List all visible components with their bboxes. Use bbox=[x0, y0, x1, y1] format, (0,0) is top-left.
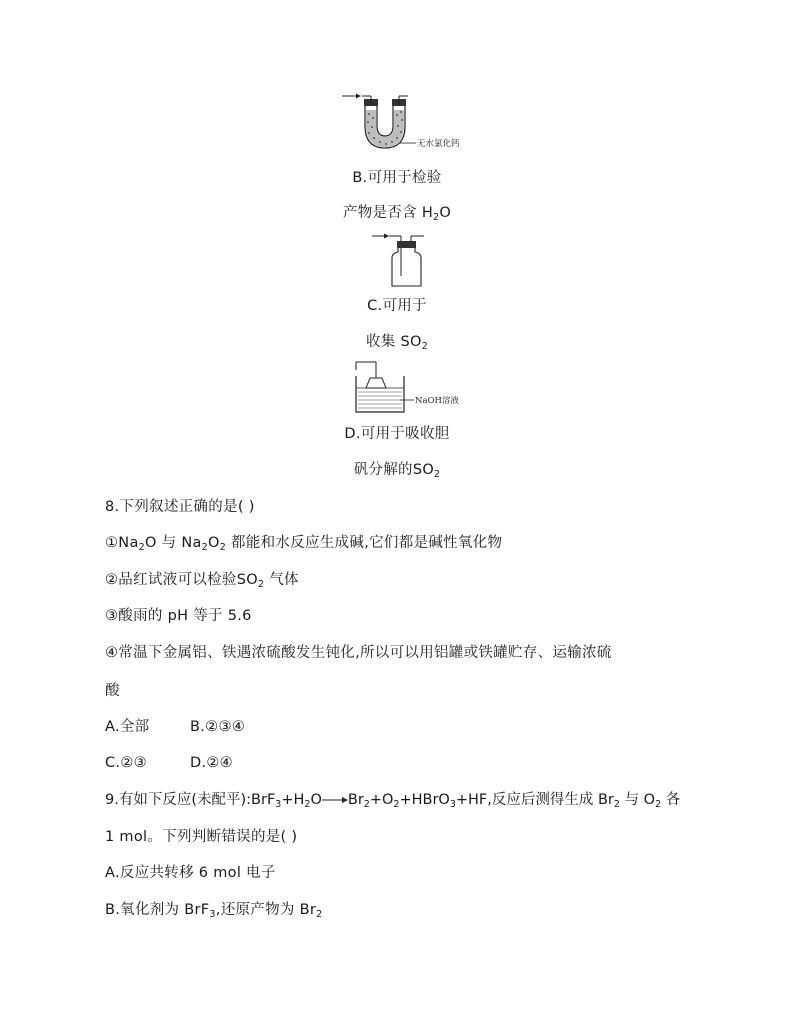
q8-stem: 8.下列叙述正确的是( ) bbox=[105, 499, 255, 515]
option-c-line2: 收集 $SO_2$ bbox=[365, 334, 429, 352]
reaction-arrow-icon bbox=[322, 795, 348, 805]
option-c-line1: C.可用于 bbox=[367, 298, 427, 314]
q9-stem: 9.有如下反应(未配平)$:BrF_3+H_2O$ $Br_2+O_2+HBrO_3+HF$,反应后测得生成 $Br_2$ 与 $O_2$ 各 bbox=[105, 792, 681, 810]
q8-option-d: D.②④ bbox=[190, 755, 233, 771]
q9-option-a: A.反应共转移 6 mol 电子 bbox=[105, 865, 276, 881]
option-d-line2: 矾分解的$SO_2$ bbox=[353, 462, 441, 480]
q8-statement-4: ④常温下金属铝、铁遇浓硫酸发生钝化,所以可以用铝罐或铁罐贮存、运输浓硫 bbox=[105, 645, 612, 661]
q8-option-c: C.②③ bbox=[105, 755, 147, 771]
naoh-solution-label: NaOH溶液 bbox=[415, 396, 459, 406]
q8-option-a: A.全部 bbox=[105, 719, 150, 735]
option-b-line1: B.可用于检验 bbox=[352, 170, 442, 186]
q8-statement-4-cont: 酸 bbox=[105, 683, 120, 699]
q8-statement-3: ③酸雨的 pH 等于 5.6 bbox=[105, 608, 252, 624]
q8-statement-2: ②品红试液可以检验$SO_2$ 气体 bbox=[105, 572, 299, 590]
anhydrous-cacl2-label: 无水氯化钙 bbox=[417, 139, 460, 149]
option-b-line2: 产物是否含 $H_2O$ bbox=[342, 205, 452, 223]
u-tube-figure bbox=[340, 88, 460, 154]
q8-statement-1: $①Na_2O$ 与 $Na_2O_2$ 都能和水反应生成碱,它们都是碱性氧化物 bbox=[105, 535, 503, 553]
beaker-figure bbox=[352, 358, 462, 418]
gas-bottle-figure bbox=[370, 228, 430, 290]
q9-option-b: B.氧化剂为 BrF$_3$,还原产物为 $Br_2$ bbox=[105, 902, 323, 920]
q8-option-b: B.②③④ bbox=[190, 719, 246, 735]
option-d-line1: D.可用于吸收胆 bbox=[344, 426, 450, 442]
q9-stem-cont: 1 mol。下列判断错误的是( ) bbox=[105, 829, 298, 845]
